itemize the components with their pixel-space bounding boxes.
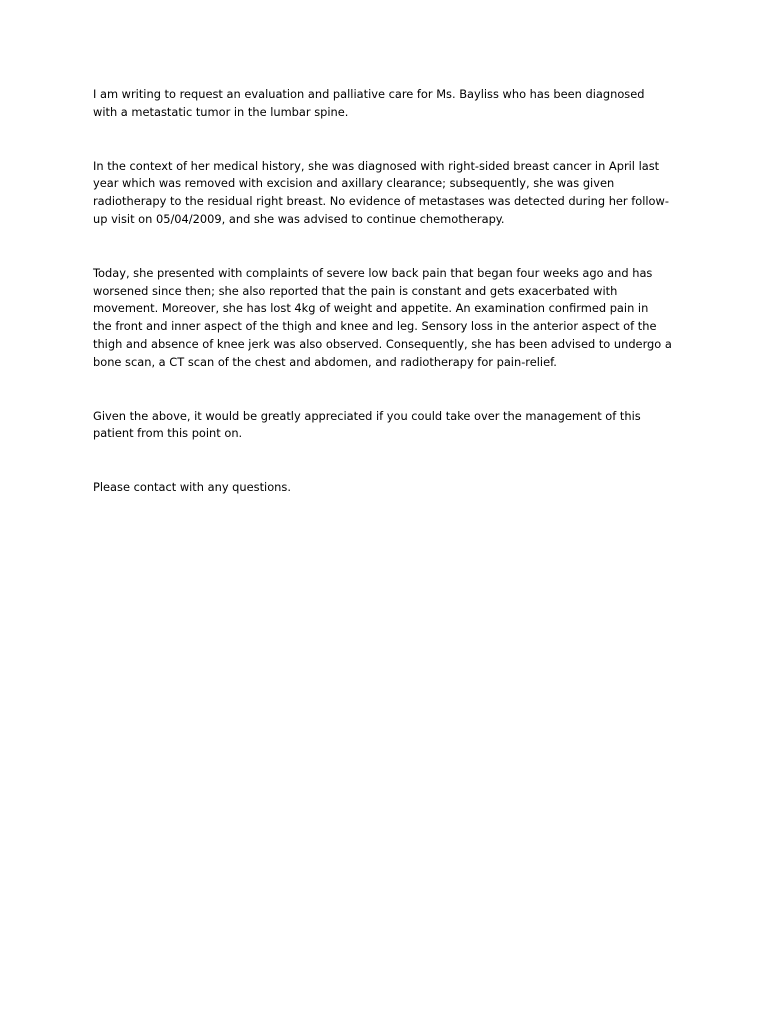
text-line: I am writing to request an evaluation and palliative care for Ms. Bayliss who has been diagnosed [93, 87, 645, 101]
text-line: radiotherapy to the residual right breast. No evidence of metastases was detected during her follow- [93, 194, 669, 209]
paragraph-request [93, 86, 683, 122]
text-line: Today, she presented with complaints of severe low back pain that began four weeks ago and has [93, 265, 653, 280]
paragraph-gap [93, 122, 683, 158]
letter-body [93, 86, 683, 497]
text-line: up visit on 05/04/2009, and she was advised to continue chemotherapy. [93, 211, 505, 226]
text-line: In the context of her medical history, she was diagnosed with right-sided breast cancer in April last [93, 158, 660, 173]
text-line: bone scan, a CT scan of the chest and abdomen, and radiotherapy for pain-relief. [93, 354, 557, 369]
paragraph-gap [93, 443, 683, 479]
paragraph-gap [93, 372, 683, 408]
text-line: year which was removed with excision and axillary clearance; subsequently, she was given [93, 176, 615, 191]
text-line: movement. Moreover, she has lost 4kg of weight and appetite. An examination confirmed pain in [93, 301, 649, 316]
text-line: thigh and absence of knee jerk was also observed. Consequently, she has been advised to undergo a [93, 336, 672, 351]
text-line: with a metastatic tumor in the lumbar spine. [93, 104, 349, 119]
text-line: Given the above, it would be greatly appreciated if you could take over the management of this [93, 408, 641, 423]
text-line: patient from this point on. [93, 426, 243, 441]
text-line: the front and inner aspect of the thigh and knee and leg. Sensory loss in the anterior aspect of the [93, 319, 657, 334]
text-line: Please contact with any questions. [93, 480, 291, 495]
paragraph-medical-history [93, 158, 683, 229]
paragraph-presentation [93, 265, 683, 372]
paragraph-contact [93, 479, 683, 497]
text-line: worsened since then; she also reported that the pain is constant and gets exacerbated with [93, 283, 618, 298]
paragraph-gap [93, 229, 683, 265]
paragraph-request-management [93, 408, 683, 444]
